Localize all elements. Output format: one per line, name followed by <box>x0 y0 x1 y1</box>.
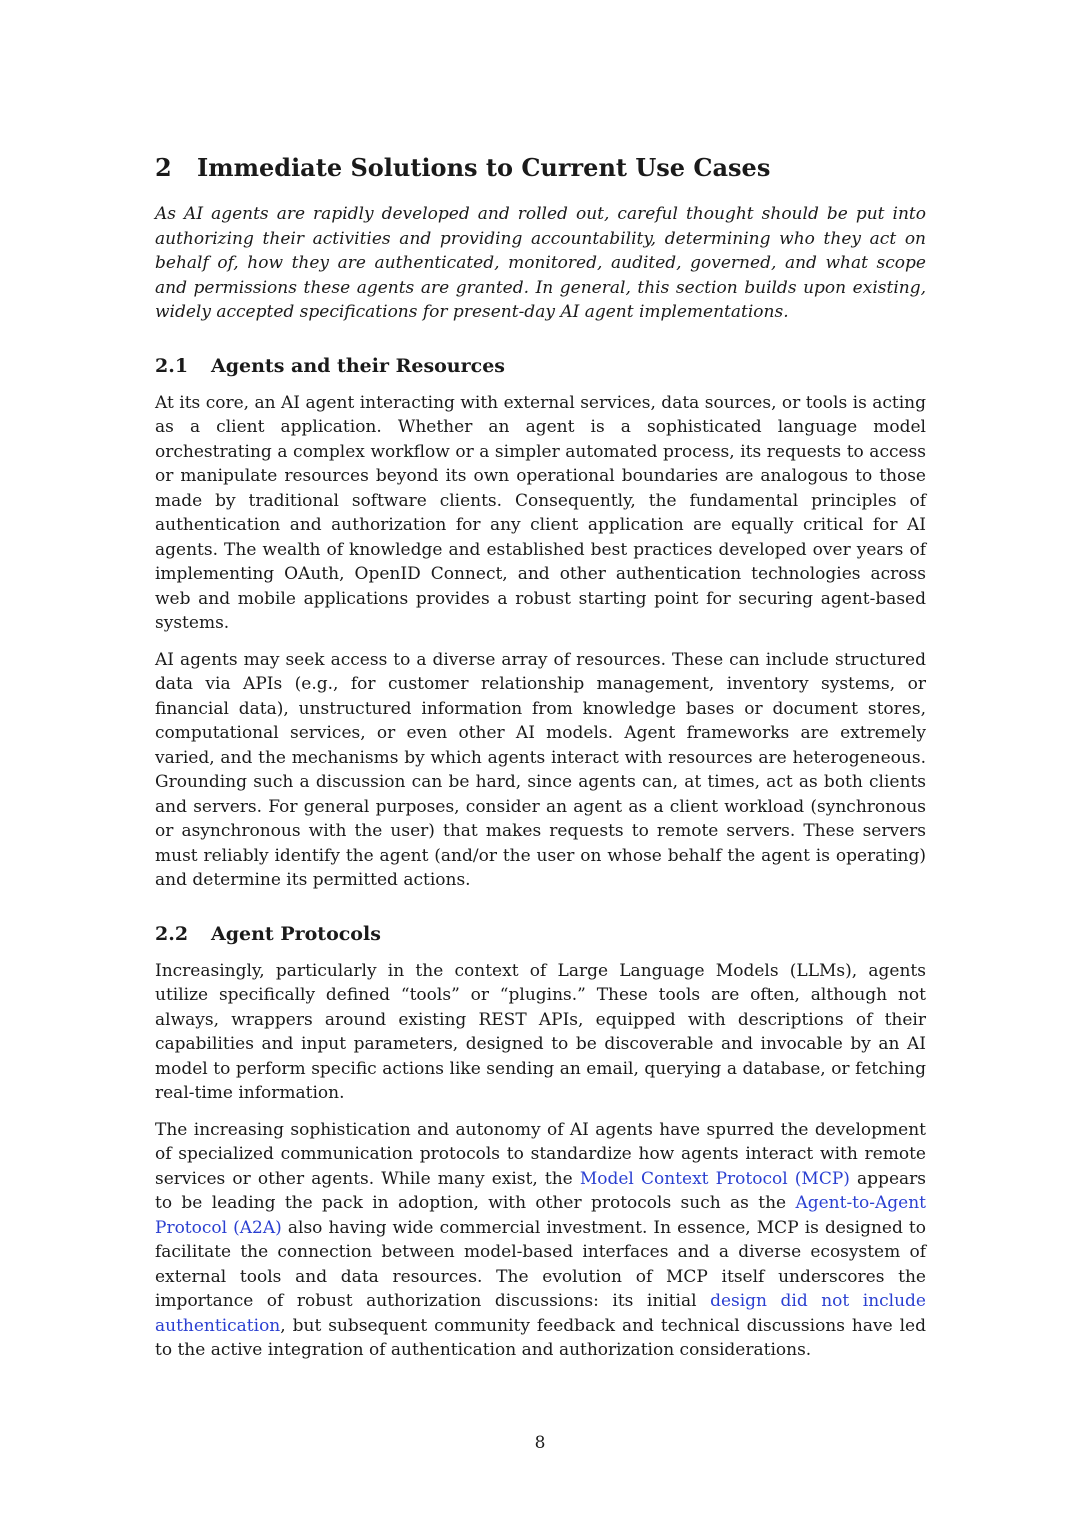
paragraph <box>155 1118 926 1363</box>
mcp-link[interactable]: Model Context Protocol (MCP) <box>579 1168 850 1189</box>
section-number: 2 <box>155 153 172 182</box>
paragraph-text: also having wide commercial investment. In essence, MCP is designed to facilitate the connection between model-based interfaces and a diverse ecosystem of external tools and data resources. The evolution of MCP itself underscores the importance of robust authorization discussions: its initial <box>155 1217 927 1311</box>
a2a-link[interactable]: Agent-to-Agent Protocol (A2A) <box>155 1193 926 1238</box>
page-number: 8 <box>534 1433 546 1453</box>
paragraph: Increasingly, particularly in the context of Large Language Models (LLMs), agents utilize specifically defined “tools” or “plugins.” These tools are often, although not always, wrappers around existing REST APIs, equipped with descriptions of their capabilities and input parameters, designed to be discoverable and invocable by an AI model to perform specific actions like sending an email, querying a database, or fetching real-time information. <box>155 960 926 1103</box>
paragraph: AI agents may seek access to a diverse array of resources. These can include structured data via APIs (e.g., for customer relationship management, inventory systems, or financial data), unstructured information from knowledge bases or document stores, computational services, or even other AI models. Agent frameworks are extremely varied, and the mechanisms by which agents interact with resources are heterogeneous. Grounding such a discussion can be hard, since agents can, at times, act as both clients and servers. For general purposes, consider an agent as a client workload (synchronous or asynchronous with the user) that makes requests to remote servers. These servers must reliably identify the agent (and/or the user on whose behalf the agent is operating) and determine its permitted actions. <box>155 649 926 890</box>
paragraph-text: , but subsequent community feedback and technical discussions have led to the active integration of authentication and authorization considerations. <box>155 1315 926 1360</box>
subsection-number: 2.2 <box>155 922 189 945</box>
paragraph-text: The increasing sophistication and autonomy of AI agents have spurred the development of specialized communication protocols to standardize how agents interact with remote services or other agents. While many exist, the <box>155 1119 926 1189</box>
mcp-auth-design-link[interactable]: design did not include authentication <box>155 1291 926 1336</box>
page-body <box>155 150 926 1375</box>
section-heading <box>155 150 926 186</box>
section-intro: As AI agents are rapidly developed and rolled out, careful thought should be put into authorizing their activities and providing accountability, determining who they act on behalf of, how they are authenticated, monitored, audited, governed, and what scope and permissions these agents are granted. In general, this section builds upon existing, widely accepted specifications for present-day AI agent implementations. <box>155 204 926 322</box>
paragraph-text: appears to be leading the pack in adoption, with other protocols such as the <box>155 1168 926 1213</box>
subsection-title: Agent Protocols <box>211 922 381 945</box>
subsection-number: 2.1 <box>155 354 189 377</box>
paragraph: At its core, an AI agent interacting with external services, data sources, or tools is acting as a client application. Whether an agent is a sophisticated language model orchestrating a complex workflow or a simpler automated process, its requests to access or manipulate resources beyond its own operational boundaries are analogous to those made by traditional software clients. Consequently, the fundamental principles of authentication and authorization for any client application are equally critical for AI agents. The wealth of knowledge and established best practices developed over years of implementing OAuth, OpenID Connect, and other authentication technologies across web and mobile applications provides a robust starting point for securing agent-based systems. <box>155 392 926 633</box>
subsection-heading-2-1 <box>155 351 926 381</box>
section-title: Immediate Solutions to Current Use Cases <box>197 153 771 182</box>
subsection-heading-2-2 <box>155 919 926 949</box>
subsection-title: Agents and their Resources <box>211 354 505 377</box>
